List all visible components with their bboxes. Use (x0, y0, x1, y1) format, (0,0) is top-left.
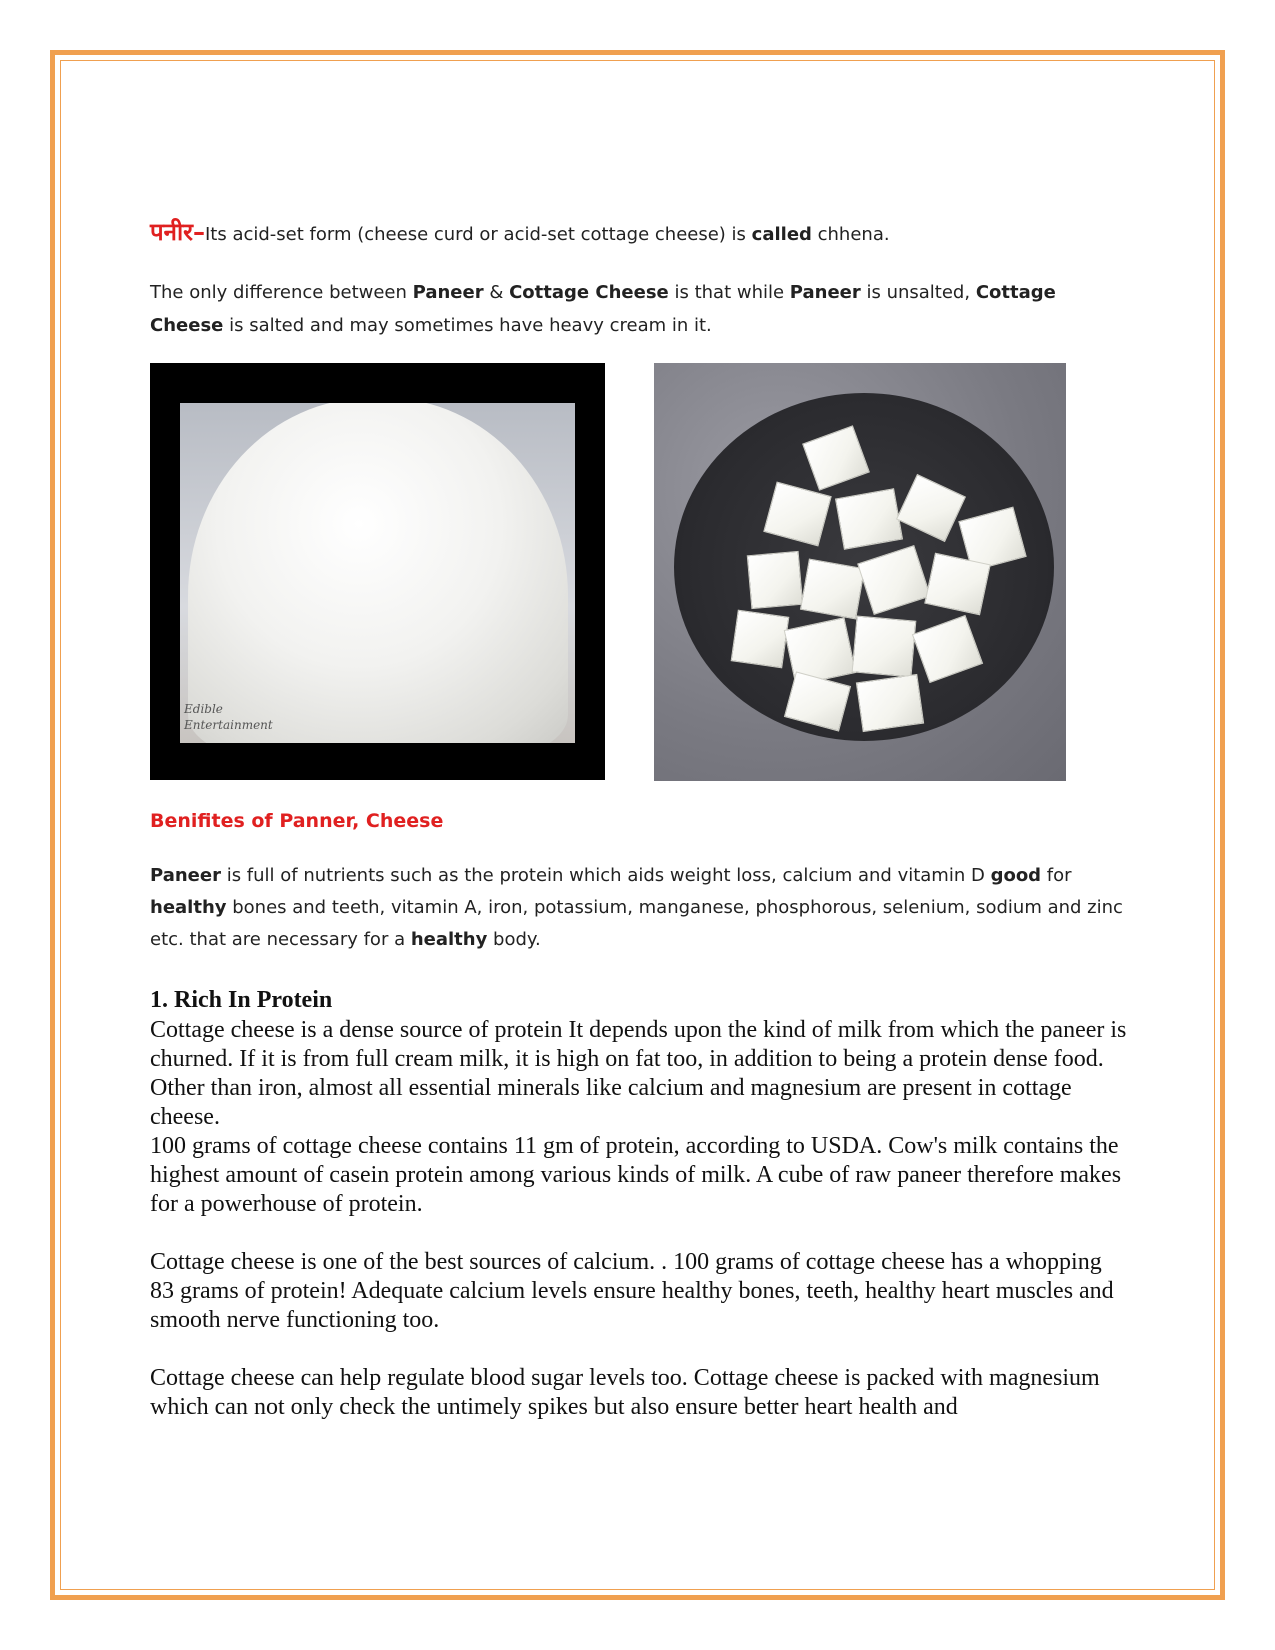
paneer-ball-photo (180, 403, 575, 743)
intro-paragraph (150, 218, 1130, 249)
paneer-ball-image (150, 363, 605, 780)
difference-text: & (483, 282, 510, 303)
benefits-heading: Benifites of Panner, Cheese (150, 810, 444, 832)
difference-text: is that while (668, 282, 790, 303)
difference-bold: Cottage Cheese (509, 282, 669, 303)
paneer-cube (856, 674, 924, 732)
difference-bold: Paneer (789, 282, 861, 303)
paneer-cube (763, 482, 832, 547)
paneer-cube (835, 488, 903, 550)
paneer-ball (188, 403, 568, 743)
intro-text: Its acid-set form (cheese curd or acid-set cottage cheese) is (204, 224, 752, 245)
difference-paragraph (150, 276, 1130, 342)
paneer-cube (857, 545, 931, 615)
watermark-line-1: Edible (184, 702, 223, 716)
benefits-text: body. (487, 929, 541, 950)
body-paragraph: Other than iron, almost all essential minerals like calcium and magnesium are present in cottage cheese. (150, 1075, 1072, 1130)
body-paragraph: Cottage cheese can help regulate blood sugar levels too. Cottage cheese is packed with magnesium which can not only check the untimely spikes but also ensure better heart health and (150, 1365, 1100, 1420)
paneer-cube (802, 425, 870, 490)
difference-text: The only difference between (150, 282, 413, 303)
benefits-bold: Paneer (150, 865, 221, 886)
body-paragraph: Cottage cheese is a dense source of protein It depends upon the kind of milk from which the paneer is churned. If it is from full cream milk, it is high on fat too, in addition to being a protein dense food. (150, 1017, 1127, 1072)
benefits-bold: good (990, 865, 1042, 886)
benefits-paragraph (150, 860, 1130, 956)
hindi-word: पनीर– (150, 218, 205, 246)
paragraph-gap (150, 1335, 1130, 1364)
benefits-text: bones and teeth, vitamin A, iron, potassium, manganese, phosphorous, selenium, sodium and zinc etc. that are necessary for a (150, 897, 1123, 950)
difference-text: is unsalted, (860, 282, 976, 303)
black-bowl (674, 393, 1054, 741)
paneer-cube (852, 615, 917, 677)
benefits-text: for (1041, 865, 1072, 886)
body-paragraph: 100 grams of cottage cheese contains 11 gm of protein, according to USDA. Cow's milk contains the highest amount of casein protein among various kinds of milk. A cube of raw paneer therefore makes for a powerhouse of protein. (150, 1133, 1122, 1217)
benefits-bold: healthy (410, 929, 488, 950)
paneer-cubes-image (654, 363, 1066, 781)
intro-text-end: chhena. (811, 224, 890, 245)
difference-bold: Cottage Cheese (150, 282, 1056, 336)
paneer-cube (800, 558, 865, 619)
difference-text: is salted and may sometimes have heavy cream in it. (223, 315, 712, 336)
paneer-cube (731, 610, 790, 669)
intro-bold: called (751, 224, 812, 245)
paragraph-gap (150, 1219, 1130, 1248)
paneer-cube (747, 551, 804, 609)
section-title: 1. Rich In Protein (150, 987, 333, 1013)
difference-bold: Paneer (412, 282, 484, 303)
benefits-text: is full of nutrients such as the protein which aids weight loss, calcium and vitamin D (220, 865, 991, 886)
section-body (150, 1016, 1130, 1422)
body-paragraph: Cottage cheese is one of the best sources of calcium. . 100 grams of cottage cheese has a whopping 83 grams of protein! Adequate calcium levels ensure healthy bones, teeth, healthy heart muscles and smooth nerve functioning too. (150, 1249, 1114, 1333)
paneer-cube (912, 615, 983, 683)
paneer-cube (924, 553, 991, 616)
paneer-cube (784, 671, 851, 731)
paneer-cube (896, 474, 966, 542)
image-watermark (184, 701, 273, 733)
watermark-line-2: Entertainment (184, 718, 273, 732)
benefits-bold: healthy (150, 897, 227, 918)
